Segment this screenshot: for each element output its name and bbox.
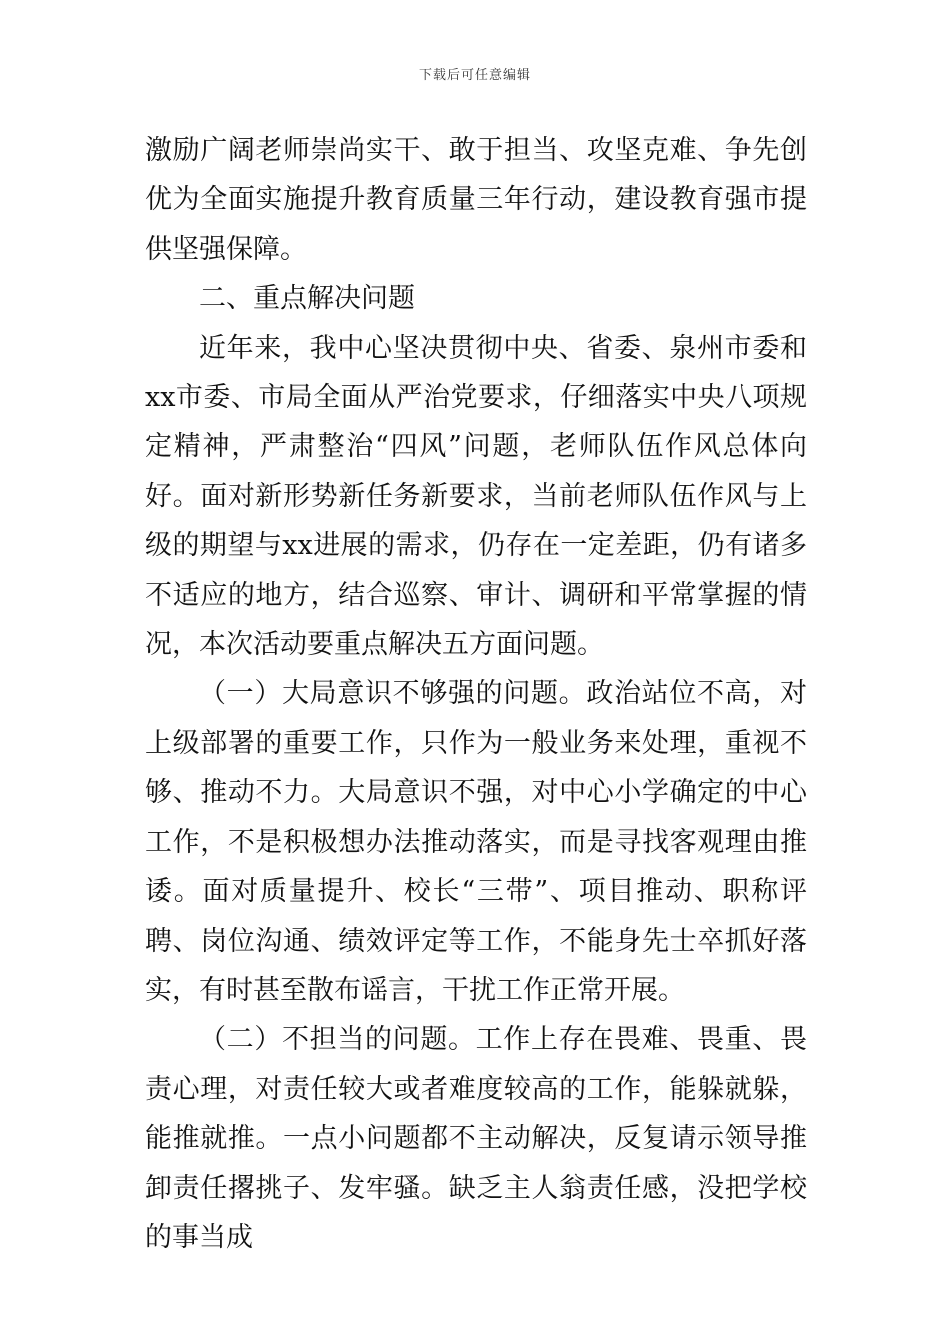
paragraph-intro: 近年来，我中心坚决贯彻中央、省委、泉州市委和xx市委、市局全面从严治党要求，仔细落实中央八项规定精神，严肃整治“四风”问题，老师队伍作风总体向好。面对新形势新任务新要求，当前老师队伍作风与上级的期望与xx进展的需求，仍存在一定差距，仍有诸多不适应的地方，结合巡察、审计、调研和平常掌握的情况，本次活动要重点解决五方面问题。 bbox=[145, 332, 807, 661]
paragraph-continuation: 激励广阔老师崇尚实干、敢于担当、攻坚克难、争先创优为全面实施提升教育质量三年行动，建设教育强市提供坚强保障。 bbox=[145, 135, 807, 265]
header-note: 下载后可任意编辑 bbox=[418, 68, 531, 83]
paragraph-item-2: （二）不担当的问题。工作上存在畏难、畏重、畏责心理，对责任较大或者难度较高的工作，能躲就躲，能推就推。一点小问题都不主动解决，反复请示领导推卸责任撂挑子、发牢骚。缺乏主人翁责任感，没把学校的事当成 bbox=[145, 1024, 807, 1253]
paragraph-item-1: （一）大局意识不够强的问题。政治站位不高，对上级部署的重要工作，只作为一般业务来处理，重视不够、推动不力。大局意识不强，对中心小学确定的中心工作，不是积极想办法推动落实，而是寻找客观理由推诿。面对质量提升、校长“三带”、项目推动、职称评聘、岗位沟通、绩效评定等工作，不能身先士卒抓好落实，有时甚至散布谣言，干扰工作正常开展。 bbox=[145, 678, 807, 1006]
document-body bbox=[145, 126, 807, 1262]
section-heading: 二、重点解决问题 bbox=[199, 283, 415, 315]
